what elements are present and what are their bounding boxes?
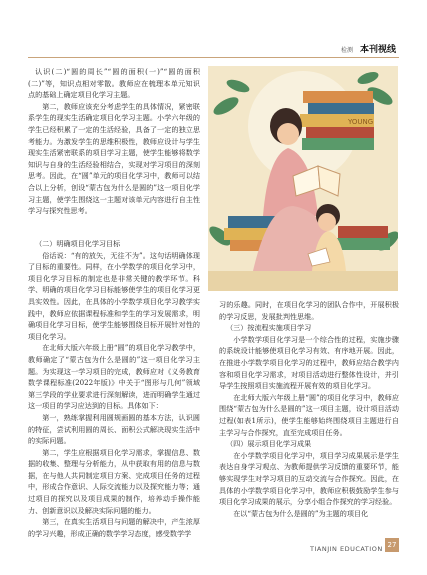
paragraph: 第二，学生应根据项目化学习需求，掌握信息、数据的收集、整理与分析能力，从中获取有用的信息与数据，在与他人共同制定项目方案、完成项目任务的过程中，形成合作意识、人际交流能力以及探究能力等；通过项目的探究以及项目成果的制作，培养动手操作能力、创新意识以及解决实际问题的能力。 (28, 447, 200, 515)
section-heading: （三）按流程实施项目学习 (226, 323, 312, 333)
paragraph: 第三，在真实生活项目与问题的解决中，产生浓厚的学习兴趣，形成正确的数学学习态度，感受数学学 (28, 517, 200, 538)
paragraph: 在小学数学项目化学习中，项目学习成果展示是学生表达自身学习观点、为教师提供学习反馈的重要环节，能够实现学生对学习项目的互动交流与合作探究。因此，在具体的小学数学项目化学习中，教师应积极鼓励学生参与项目化学习成果的展示，分享小组合作探究的学习经验。 (219, 450, 399, 507)
paragraph: 小学数学项目化学习是一个综合性的过程，实施步骤的系统设计能够使项目化学习有效、有序地开展。因此，在推进小学数学项目化学习的过程中，教师应结合教学内容和项目化学习需求，对项目活动进行整体性设计，并引导学生按照项目实施流程开展有效的项目化学习。 (219, 334, 399, 391)
paragraph: 在北师大版六年级上册“圆”的项目化学习教学中，教师确定了“蒙古包为什么是圆的”这一项目化学习主题。为实现这一学习项目的完成，教师应对《义务教育数学课程标准(2022年版)》中关于“图形与几何”领域第三学段的学业要求进行深刻解读，进而明确学生通过这一项目的学习应达到的目标。具体如下： (28, 343, 200, 411)
section-heading: （四）展示项目化学习成果 (226, 439, 312, 449)
section-heading: （二）明确项目化学习目标 (35, 239, 121, 248)
paragraph: 在以“蒙古包为什么是圆的”为主题的项目化 (233, 508, 369, 518)
paragraph: 认识(二)“圆的周长”“圆的面积(一)”“圆的面积(二)”等，知识点相对零散。教师应在梳理本单元知识点的基础上确定项目化学习主题。 (28, 67, 200, 100)
paragraph: 第一，熟练掌握利用圆规画圆的基本方法，认识圆的特征，尝试利用圆的周长、面积公式解决现实生活中的实际问题。 (28, 412, 200, 446)
column-title: 本刊视线 (360, 45, 397, 55)
section-label: 检测 (341, 47, 354, 54)
journal-brand: TIANJIN EDUCATION (310, 545, 383, 553)
left-column-top (28, 66, 200, 217)
illustration-art (208, 66, 398, 291)
right-column (219, 299, 399, 519)
left-column-bottom (28, 238, 200, 539)
page-header (0, 36, 427, 58)
page-footer (0, 536, 427, 556)
header-rule (28, 57, 399, 58)
book-spine-text: YOUNG (348, 118, 374, 126)
paragraph: 习的乐趣。同时，在项目化学习的团队合作中，开展积极的学习反思，发展批判性思维。 (219, 300, 399, 321)
paragraph: 俗话说：“有的放矢，无往不为”。这句话明确体现了目标的重要性。同样，在小学数学的项目化学习中，项目化学习目标的制定也是非常关键的教学环节。科学、明确的项目化学习目标能够使学生的项目化学习更具实效性。因此，在具体的小学数学项目化学习教学实践中，教师应依据课程标准和学生的学习发展需求，明确项目化学习目标，使学生能够围绕目标开展针对性的项目化学习。 (28, 250, 200, 341)
paragraph: 第二，教师应该充分考虑学生的具体情况，紧密联系学生的现实生活确定项目化学习主题。小学六年级的学生已经积累了一定的生活经验，具备了一定的独立思考能力。为激发学生的思维积极性，教师应设计与学生现实生活紧密联系的项目学习主题，使学生能够将数学知识与自身的生活经验相结合，实现对学习项目的深刻思考。因此，在“圆”单元的项目化学习中，教师可以结合以上分析，创设“蒙古包为什么是圆的”这一项目化学习主题，使学生围绕这一主题对该单元内容进行自主性学习与探究性思考。 (28, 101, 200, 216)
reading-illustration (208, 66, 398, 291)
paragraph: 在北师大版六年级上册“圆”的项目化学习中，教师应围绕“蒙古包为什么是圆的”这一项目主题，设计项目活动过程(如表1所示)，使学生能够始终围绕项目主题进行自主学习与合作探究，直至完成项目任务。 (219, 392, 399, 437)
page-number: 27 (385, 538, 399, 552)
